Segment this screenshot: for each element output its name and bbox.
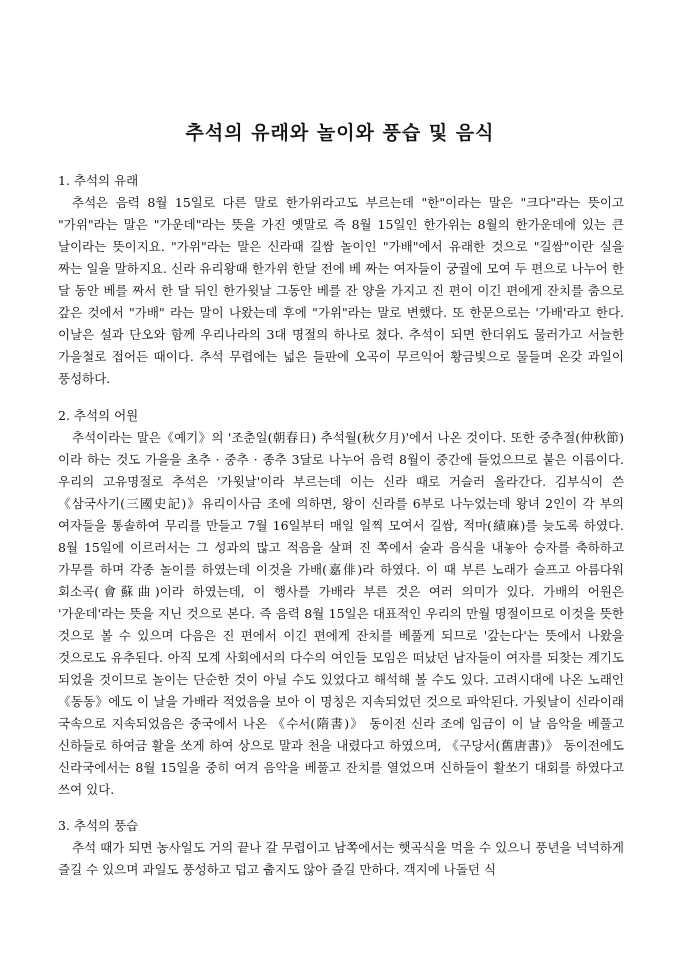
section-customs bbox=[58, 815, 624, 881]
section-paragraph: 추석이라는 말은《예기》의 '조춘일(朝春日) 추석월(秋夕月)'에서 나온 것이다. 또한 중추절(仲秋節)이라 하는 것도 가을을 초추 · 중추 · 종추 3달로 나누어 음력 8월이 중간에 들었으므로 붙은 이름이다. 우리의 고유명절로 추석은 '가윗날'이라 부르는데 이는 신라 때로 거슬러 올라간다. 김부식이 쓴 《삼국사기(三國史記)》유리이사금 조에 의하면, 왕이 신라를 6부로 나누었는데 왕녀 2인이 각 부의 여자들을 통솔하여 무리를 만들고 7월 16일부터 매일 일찍 모여서 길쌈, 적마(績麻)를 늦도록 하였다. 8월 15일에 이르러서는 그 성과의 많고 적음을 살펴 진 쪽에서 술과 음식을 내놓아 승자를 축하하고 가무를 하며 각종 놀이를 하였는데 이것을 가배(嘉俳)라 하였다. 이 때 부른 노래가 슬프고 아름다워 회소곡(會蘇曲)이라 하였는데, 이 행사를 가배라 부른 것은 여러 의미가 있다. 가배의 어원은 '가운데'라는 뜻을 지닌 것으로 본다. 즉 음력 8월 15일은 대표적인 우리의 만월 명절이므로 이것을 뜻한 것으로 볼 수 있으며 다음은 진 편에서 이긴 편에게 잔치를 베풀게 되므로 '갚는다'는 뜻에서 나왔을 것으로도 유추된다. 아직 모계 사회에서의 다수의 여인들 모임은 떠났던 남자들이 여자를 되찾는 계기도 되었을 것이므로 놀이는 단순한 것이 아닐 수도 있었다고 해석해 볼 수도 있다. 고려시대에 나온 노래인《동동》에도 이 날을 가배라 적었음을 보아 이 명칭은 지속되었던 것으로 파악된다. 가윗날이 신라이래 국속으로 지속되었음은 중국에서 나온 《수서(隋書)》 동이전 신라 조에 임금이 이 날 음악을 베풀고 신하들로 하여금 활을 쏘게 하여 상으로 말과 천을 내렸다고 하였으며, 《구당서(舊唐書)》 동이전에도 신라국에서는 8월 15일을 중히 여겨 음악을 베풀고 잔치를 열었으며 신하들이 활쏘기 대회를 하였다고 쓰여 있다. bbox=[58, 430, 624, 797]
section-heading: 3. 추석의 풍습 bbox=[58, 818, 139, 833]
section-heading: 1. 추석의 유래 bbox=[58, 173, 139, 188]
section-paragraph: 추석 때가 되면 농사일도 거의 끝나 갈 무렵이고 남쪽에서는 햇곡식을 먹을 수 있으니 풍년을 넉넉하게 즐길 수 있으며 과일도 풍성하고 덥고 춥지도 않아 즐길 만하다. 객지에 나돌던 식 bbox=[58, 840, 624, 877]
section-origin bbox=[58, 170, 624, 390]
section-paragraph: 추석은 음력 8월 15일로 다른 말로 한가위라고도 부르는데 "한"이라는 말은 "크다"라는 뜻이고 "가위"라는 말은 "가운데"라는 뜻을 가진 옛말로 즉 8월 15일인 한가위는 8월의 한가운데에 있는 큰 날이라는 뜻이지요. "가위"라는 말은 신라때 길쌈 놀이인 "가배"에서 유래한 것으로 "길쌈"이란 실을 짜는 일을 말하지요. 신라 유리왕때 한가위 한달 전에 베 짜는 여자들이 궁궐에 모여 두 편으로 나누어 한 달 동안 베를 짜서 한 달 뒤인 한가윗날 그동안 베를 잔 양을 가지고 진 편이 이긴 편에게 잔치를 춤으로 갚은 것에서 "가배" 라는 말이 나왔는데 후에 "가위"라는 말로 변했다. 또 한문으로는 '가배'라고 한다. 이날은 설과 단오와 함께 우리나라의 3대 명절의 하나로 쳤다. 추석이 되면 한더위도 물러가고 서늘한 가을철로 접어든 때이다. 추석 무렵에는 넓은 들판에 오곡이 무르익어 황금빛으로 물들며 온갖 과일이 풍성하다. bbox=[58, 195, 624, 386]
document-title: 추석의 유래와 놀이와 풍습 및 음식 bbox=[185, 122, 495, 144]
section-heading: 2. 추석의 어원 bbox=[58, 408, 139, 423]
section-etymology bbox=[58, 405, 624, 801]
